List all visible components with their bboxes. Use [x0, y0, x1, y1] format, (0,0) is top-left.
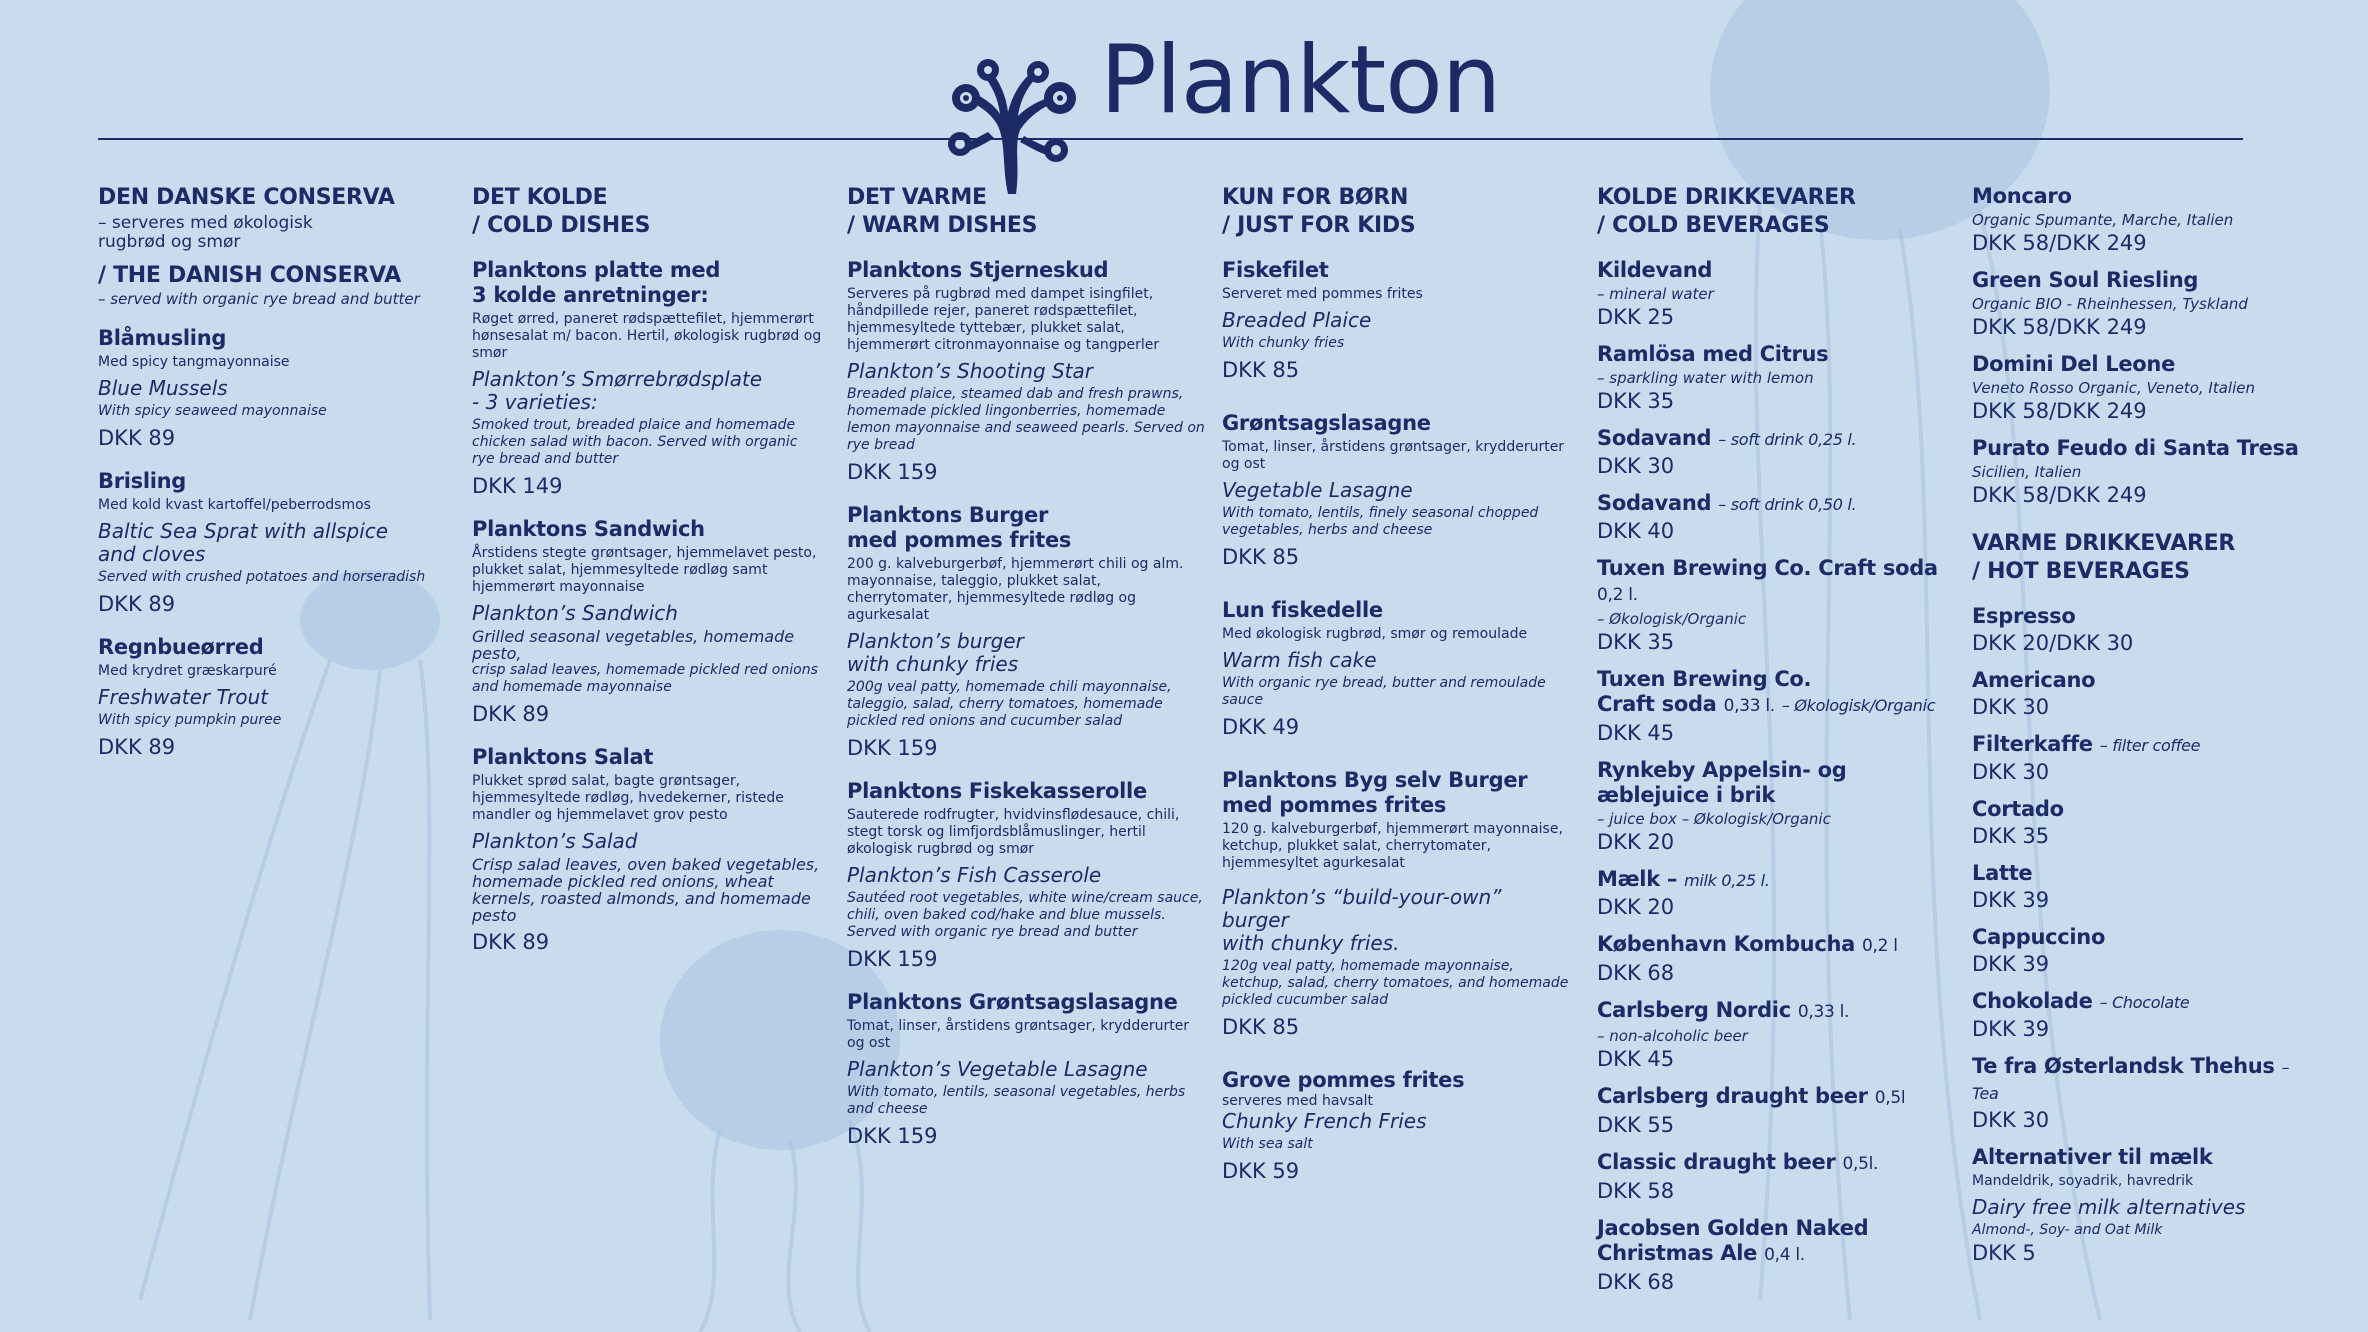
item-english-name: Dairy free milk alternatives	[1972, 1195, 2246, 1219]
item-english-name: Vegetable Lasagne	[1222, 478, 1413, 502]
column-kids-menu	[1222, 184, 1572, 1184]
item-name: Espresso	[1972, 604, 2076, 628]
section-heading: DET VARME	[847, 185, 987, 210]
item-name: Blåmusling	[98, 326, 227, 350]
wine-item	[1972, 436, 2312, 508]
item-name: Kildevand	[1597, 258, 1713, 282]
item-name: Sodavand	[1597, 426, 1712, 450]
menu-item	[1222, 1068, 1572, 1184]
item-description: Tomat, linser, årstidens grøntsager, krydderurter og ost	[1222, 439, 1565, 472]
item-name: Latte	[1972, 861, 2033, 885]
beverage-item	[1972, 797, 2312, 849]
item-english-description: Almond-, Soy- and Oat Milk	[1972, 1222, 2163, 1238]
item-size: 0,2 l	[1862, 936, 1898, 956]
item-note: milk 0,25 l.	[1684, 871, 1770, 890]
menu-item	[847, 779, 1207, 972]
column-cold-dishes	[472, 184, 822, 955]
item-english-name: Plankton’s burger	[847, 629, 1024, 653]
item-english-name: Blue Mussels	[98, 376, 228, 400]
item-price: DKK 89	[98, 426, 176, 450]
beverage-item	[1972, 604, 2312, 656]
menu-item	[1222, 411, 1572, 570]
item-english-description: 120g veal patty, homemade mayonnaise, ketchup, salad, cherry tomatoes, and homemade pickled cucumber salad	[1222, 958, 1569, 1008]
section-heading: / COLD BEVERAGES	[1597, 213, 1830, 238]
item-english-description: Sautéed root vegetables, white wine/cream sauce, chili, oven baked cod/hake and blue mussels. Served with organic rye bread and butter	[847, 890, 1203, 940]
column-danish-conserva	[98, 184, 428, 760]
item-english-description: With sea salt	[1222, 1136, 1313, 1152]
item-name: med pommes frites	[847, 528, 1072, 552]
section-heading: / JUST FOR KIDS	[1222, 213, 1416, 238]
item-name: Planktons platte med	[472, 258, 721, 282]
item-price: DKK 45	[1597, 721, 1675, 745]
item-name: Te fra Østerlandsk Thehus	[1972, 1054, 2275, 1078]
item-english-name: Freshwater Trout	[98, 685, 269, 709]
item-note: – Chocolate	[2099, 993, 2190, 1012]
section-heading: VARME DRIKKEVARER	[1972, 531, 2235, 556]
menu-item	[1222, 258, 1572, 383]
item-english-name: Plankton’s Smørrebrødsplate	[472, 367, 763, 391]
item-price: DKK 20/DKK 30	[1972, 631, 2134, 655]
item-price: DKK 25	[1597, 305, 1675, 329]
menu-item	[1222, 598, 1572, 740]
item-name: Domini Del Leone	[1972, 352, 2176, 376]
beverage-item	[1597, 758, 1947, 855]
item-price: DKK 20	[1597, 895, 1675, 919]
item-price: DKK 89	[98, 592, 176, 616]
beverage-item	[1972, 732, 2312, 785]
item-size: 0,33 l.	[1797, 1002, 1850, 1022]
item-name: Rynkeby Appelsin- og	[1597, 758, 1847, 782]
item-name: Alternativer til mælk	[1972, 1145, 2213, 1169]
item-price: DKK 159	[847, 947, 938, 971]
item-name: Cortado	[1972, 797, 2064, 821]
item-english-description: With tomato, lentils, finely seasonal chopped vegetables, herbs and cheese	[1222, 505, 1539, 538]
item-note: – filter coffee	[2099, 736, 2201, 755]
item-price: DKK 149	[472, 474, 563, 498]
item-price: DKK 39	[1972, 1017, 2050, 1041]
item-english-description: crisp salad leaves, homemade pickled red onions and homemade mayonnaise	[472, 662, 818, 695]
item-english-name: Plankton’s Fish Casserole	[847, 863, 1102, 887]
item-price: DKK 35	[1972, 824, 2050, 848]
item-note: Sicilien, Italien	[1972, 463, 2082, 481]
beverage-item	[1597, 426, 1947, 479]
item-description: serveres med havsalt	[1222, 1093, 1373, 1109]
item-name: Mælk –	[1597, 867, 1678, 891]
item-name: Filterkaffe	[1972, 732, 2093, 756]
item-description: Sauterede rodfrugter, hvidvinsflødesauce, chili, stegt torsk og limfjordsblåmuslinger, hertil økologisk rugbrød og smør	[847, 807, 1180, 857]
item-note: – sparkling water with lemon	[1597, 369, 1814, 387]
menu-item	[472, 745, 822, 955]
menu-item	[847, 990, 1207, 1149]
item-price: DKK 58	[1597, 1179, 1675, 1203]
menu-item	[1972, 1145, 2312, 1266]
item-price: DKK 58/DKK 249	[1972, 231, 2147, 255]
column-warm-dishes	[847, 184, 1207, 1149]
item-price: DKK 45	[1597, 1047, 1675, 1071]
item-name: 3 kolde anretninger:	[472, 283, 709, 307]
item-size: 0,5l.	[1842, 1154, 1879, 1174]
menu-item	[472, 517, 822, 727]
item-size: 0,33 l.	[1723, 696, 1775, 716]
item-english-name: - 3 varieties:	[472, 390, 598, 414]
item-english-description: 200g veal patty, homemade chili mayonnaise, taleggio, salad, cherry tomatoes, homemade pickled red onions and cucumber salad	[847, 679, 1172, 729]
item-name: Carlsberg draught beer	[1597, 1084, 1868, 1108]
item-name: Ramlösa med Citrus	[1597, 342, 1829, 366]
item-english-description: With tomato, lentils, seasonal vegetables, herbs and cheese	[847, 1084, 1186, 1117]
beverage-item	[1972, 668, 2312, 720]
item-english-name: Plankton’s Shooting Star	[847, 359, 1094, 383]
section-heading: KUN FOR BØRN	[1222, 185, 1409, 210]
item-english-name: Plankton’s Salad	[472, 829, 638, 853]
menu-item	[472, 258, 822, 499]
item-price: DKK 5	[1972, 1241, 2036, 1265]
section-heading: / COLD DISHES	[472, 213, 651, 238]
item-english-name: with chunky fries	[847, 652, 1019, 676]
item-name: Regnbueørred	[98, 635, 264, 659]
item-english-description: With organic rye bread, butter and remoulade sauce	[1222, 675, 1546, 708]
item-name: æblejuice i brik	[1597, 783, 1776, 807]
item-english-description: Grilled seasonal vegetables, homemade pesto,	[472, 627, 795, 663]
item-note: – mineral water	[1597, 285, 1714, 303]
item-english-description: Smoked trout, breaded plaice and homemade chicken salad with bacon. Served with organic rye bread and butter	[472, 417, 798, 467]
menu-item	[98, 635, 428, 760]
beverage-item	[1597, 556, 1947, 655]
item-name: Carlsberg Nordic	[1597, 998, 1791, 1022]
section-heading: / WARM DISHES	[847, 213, 1038, 238]
section-heading: / HOT BEVERAGES	[1972, 559, 2190, 584]
beverage-item	[1597, 258, 1947, 330]
item-name: Christmas Ale	[1597, 1241, 1758, 1265]
item-name: Americano	[1972, 668, 2096, 692]
page-title: Plankton	[1100, 26, 1501, 135]
item-description: Med kold kvast kartoffel/peberrodsmos	[98, 497, 371, 513]
menu-item	[98, 326, 428, 451]
item-name: Planktons Salat	[472, 745, 654, 769]
item-english-name: Baltic Sea Sprat with allspice and cloves	[98, 519, 389, 566]
item-note: – Økologisk/Organic	[1597, 610, 1747, 628]
wine-item	[1972, 184, 2312, 256]
item-english-name: Chunky French Fries	[1222, 1109, 1427, 1133]
item-price: DKK 68	[1597, 1270, 1675, 1294]
header-divider	[98, 138, 2243, 140]
menu-item	[847, 503, 1207, 761]
item-name: Planktons Stjerneskud	[847, 258, 1109, 282]
item-name: Craft soda	[1597, 692, 1717, 716]
section-heading: DEN DANSKE CONSERVA	[98, 185, 395, 210]
item-name: Jacobsen Golden Naked	[1597, 1216, 1869, 1240]
item-note: Organic BIO - Rheinhessen, Tyskland	[1972, 295, 2248, 313]
column-cold-beverages	[1597, 184, 1947, 1295]
item-price: DKK 55	[1597, 1113, 1675, 1137]
item-name: Fiskefilet	[1222, 258, 1329, 282]
item-name: Tuxen Brewing Co. Craft soda	[1597, 556, 1938, 580]
item-price: DKK 30	[1972, 695, 2050, 719]
item-note: – soft drink 0,25 l.	[1718, 430, 1857, 449]
item-note: Organic Spumante, Marche, Italien	[1972, 211, 2234, 229]
item-price: DKK 58/DKK 249	[1972, 399, 2147, 423]
item-description: 200 g. kalveburgerbøf, hjemmerørt chili og alm. mayonnaise, taleggio, plukket salat, cherrytomater, hjemmesyltede rødløg og agurkesalat	[847, 556, 1184, 623]
item-price: DKK 30	[1597, 454, 1675, 478]
item-price: DKK 159	[847, 460, 938, 484]
beverage-item	[1597, 491, 1947, 544]
item-price: DKK 159	[847, 1124, 938, 1148]
item-price: DKK 30	[1972, 760, 2050, 784]
plankton-logo-icon	[928, 56, 1088, 194]
section-subheading: – serveres med økologisk	[98, 213, 313, 233]
item-english-description: Breaded plaice, steamed dab and fresh prawns, homemade pickled lingonberries, homemade lemon mayonnaise and seaweed pearls. Served on rye bread	[847, 386, 1205, 453]
item-english-name: Plankton’s Vegetable Lasagne	[847, 1057, 1148, 1081]
item-price: DKK 68	[1597, 961, 1675, 985]
item-name: Sodavand	[1597, 491, 1712, 515]
item-name: Tuxen Brewing Co.	[1597, 667, 1812, 691]
item-name: Planktons Byg selv Burger	[1222, 768, 1528, 792]
item-price: DKK 58/DKK 249	[1972, 315, 2147, 339]
item-english-name: Warm fish cake	[1222, 648, 1377, 672]
wine-item	[1972, 268, 2312, 340]
item-description: Plukket sprød salat, bagte grøntsager, hjemmesyltede rødløg, hvedekerner, ristede mandler og hjemmelavet grov pesto	[472, 773, 784, 823]
item-name: Classic draught beer	[1597, 1150, 1836, 1174]
item-name: Planktons Burger	[847, 503, 1049, 527]
item-name: Grove pommes frites	[1222, 1068, 1465, 1092]
menu-item	[98, 469, 428, 617]
item-price: DKK 49	[1222, 715, 1300, 739]
item-description: 120 g. kalveburgerbøf, hjemmerørt mayonnaise, ketchup, plukket salat, cherrytomater, hjemmesyltet agurkesalat	[1222, 821, 1563, 871]
item-price: DKK 39	[1972, 952, 2050, 976]
item-description: Årstidens stegte grøntsager, hjemmelavet pesto, plukket salat, hjemmesyltede rødløg samt hjemmerørt mayonnaise	[472, 545, 817, 595]
item-price: DKK 85	[1222, 1015, 1300, 1039]
item-note: – soft drink 0,50 l.	[1718, 495, 1857, 514]
beverage-item	[1972, 1054, 2312, 1133]
item-price: DKK 89	[472, 930, 550, 954]
section-subheading: rugbrød og smør	[98, 232, 241, 252]
beverage-item	[1597, 998, 1947, 1072]
item-name: Green Soul Riesling	[1972, 268, 2199, 292]
beverage-item	[1597, 342, 1947, 414]
item-english-description: Crisp salad leaves, oven baked vegetables, homemade pickled red onions, wheat kernels, roasted almonds, and homemade pesto	[472, 855, 820, 925]
item-size: 0,5l	[1874, 1088, 1906, 1108]
item-english-description: Served with crushed potatoes and horseradish	[98, 569, 426, 585]
item-price: DKK 35	[1597, 630, 1675, 654]
item-english-description: With spicy pumpkin puree	[98, 712, 282, 728]
item-description: Mandeldrik, soyadrik, havredrik	[1972, 1173, 2194, 1189]
section-subheading: – served with organic rye bread and butter	[98, 290, 420, 308]
menu-header	[0, 0, 2368, 200]
beverage-item	[1972, 925, 2312, 977]
beverage-item	[1597, 1084, 1947, 1138]
item-note: – non-alcoholic beer	[1597, 1027, 1748, 1045]
wine-item	[1972, 352, 2312, 424]
item-name: Chokolade	[1972, 989, 2093, 1013]
item-price: DKK 59	[1222, 1159, 1300, 1183]
item-note: Veneto Rosso Organic, Veneto, Italien	[1972, 379, 2256, 397]
item-note: – Tea	[1972, 1058, 2290, 1103]
item-name: med pommes frites	[1222, 793, 1447, 817]
item-description: Med spicy tangmayonnaise	[98, 354, 290, 370]
item-price: DKK 85	[1222, 545, 1300, 569]
item-name: Purato Feudo di Santa Tresa	[1972, 436, 2299, 460]
item-price: DKK 20	[1597, 830, 1675, 854]
item-description: Tomat, linser, årstidens grøntsager, krydderurter og ost	[847, 1018, 1190, 1051]
item-size: 0,4 l.	[1764, 1245, 1805, 1265]
item-english-name: with chunky fries.	[1222, 931, 1400, 955]
item-price: DKK 35	[1597, 389, 1675, 413]
item-price: DKK 30	[1972, 1108, 2050, 1132]
item-note: – Økologisk/Organic	[1781, 696, 1936, 715]
section-heading: KOLDE DRIKKEVARER	[1597, 185, 1856, 210]
item-name: Moncaro	[1972, 184, 2072, 208]
beverage-item	[1597, 1216, 1947, 1295]
beverage-item	[1597, 867, 1947, 920]
item-price: DKK 39	[1972, 888, 2050, 912]
item-name: Planktons Grøntsagslasagne	[847, 990, 1178, 1014]
beverage-item	[1972, 861, 2312, 913]
item-name: Grøntsagslasagne	[1222, 411, 1431, 435]
item-description: Med økologisk rugbrød, smør og remoulade	[1222, 626, 1528, 642]
item-price: DKK 89	[98, 735, 176, 759]
item-price: DKK 58/DKK 249	[1972, 483, 2147, 507]
item-english-name: Plankton’s Sandwich	[472, 601, 678, 625]
item-price: DKK 89	[472, 702, 550, 726]
item-description: Røget ørred, paneret rødspættefilet, hjemmerørt hønsesalat m/ bacon. Hertil, økologisk rugbrød og smør	[472, 311, 822, 361]
item-note: – juice box – Økologisk/Organic	[1597, 810, 1831, 828]
item-price: DKK 85	[1222, 358, 1300, 382]
beverage-item	[1597, 667, 1947, 746]
item-name: Planktons Sandwich	[472, 517, 705, 541]
item-english-name: Plankton’s “build-your-own” burger	[1222, 885, 1502, 932]
menu-item	[847, 258, 1207, 485]
item-size: 0,2 l.	[1597, 585, 1638, 605]
section-heading: DET KOLDE	[472, 185, 608, 210]
item-name: Cappuccino	[1972, 925, 2106, 949]
item-name: Lun fiskedelle	[1222, 598, 1383, 622]
item-price: DKK 159	[847, 736, 938, 760]
item-name: Brisling	[98, 469, 187, 493]
section-heading: / THE DANISH CONSERVA	[98, 263, 401, 288]
menu-item	[1222, 768, 1572, 1040]
beverage-item	[1597, 1150, 1947, 1204]
item-description: Serveret med pommes frites	[1222, 286, 1423, 302]
item-description: Med krydret græskarpuré	[98, 663, 277, 679]
column-wine-and-hot-beverages	[1972, 184, 2312, 1266]
item-english-name: Breaded Plaice	[1222, 308, 1372, 332]
item-description: Serveres på rugbrød med dampet isingfilet, håndpillede rejer, paneret rødspættefilet, hjemmesyltede tyttebær, plukket salat, hjemmerørt citronmayonnaise og tangperler	[847, 286, 1160, 353]
item-price: DKK 40	[1597, 519, 1675, 543]
item-english-description: With chunky fries	[1222, 335, 1345, 351]
beverage-item	[1972, 989, 2312, 1042]
item-name: København Kombucha	[1597, 932, 1855, 956]
item-name: Planktons Fiskekasserolle	[847, 779, 1147, 803]
item-english-description: With spicy seaweed mayonnaise	[98, 403, 327, 419]
beverage-item	[1597, 932, 1947, 986]
